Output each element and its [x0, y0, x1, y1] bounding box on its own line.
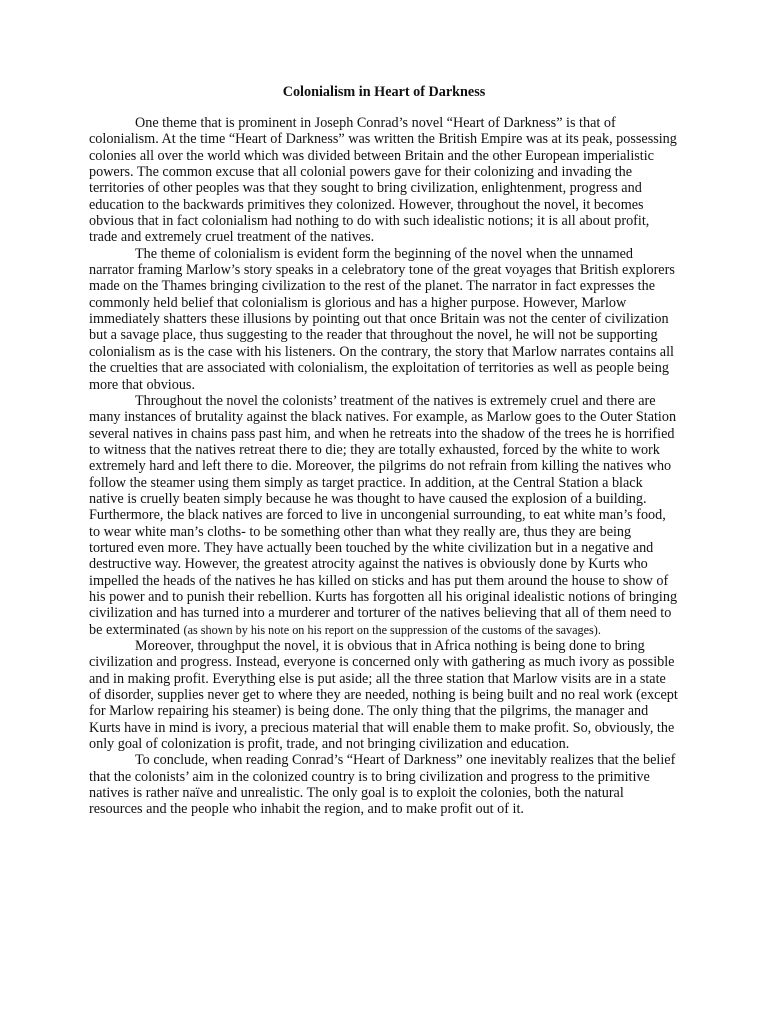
document-body — [89, 115, 679, 818]
parenthetical-note: (as shown by his note on his report on the suppression of the customs of the savages). — [183, 622, 601, 637]
document-title: Colonialism in Heart of Darkness — [282, 84, 486, 100]
paragraph-ivory: Moreover, throughput the novel, it is obvious that in Africa nothing is being done to bring civilization and progress. Instead, everyone is concerned only with gathering as much ivory as possible and in making profit. Everything else is put aside; all the three station that Marlow visits are in a state of disorder, supplies never get to where they are needed, nothing is being built and no real work (except for Marlow repairing his steamer) is being done. The only thing that the pilgrims, the manager and Kurts have in mind is ivory, a precious material that will enable them to make profit. So, obviously, the only goal of colonization is profit, trade, and not bringing civilization and education. — [89, 638, 678, 753]
paragraph-theme: The theme of colonialism is evident form the beginning of the novel when the unnamed narrator framing Marlow’s story speaks in a celebratory tone of the great voyages that British explorers made on the Thames bringing civilization to the rest of the planet. The narrator in fact expresses the commonly held belief that colonialism is glorious and has a higher purpose. However, Marlow immediately shatters these illusions by pointing out that once Britain was not the center of civilization but a savage place, thus suggesting to the reader that throughout the novel, he will not be supporting colonialism as is the case with his listeners. On the contrary, the story that Marlow narrates contains all the cruelties that are associated with colonialism, the exploitation of territories as well as people being more that obvious. — [89, 245, 675, 393]
paragraph-conclusion: To conclude, when reading Conrad’s “Heart of Darkness” one inevitably realizes that the belief that the colonists’ aim in the colonized country is to bring civilization and progress to the primitive natives is rather naïve and unrealistic. The only goal is to exploit the colonies, both the natural resources and the people who inhabit the region, and to make profit out of it. — [89, 752, 676, 818]
paragraph-brutality-text: Throughout the novel the colonists’ treatment of the natives is extremely cruel and there are many instances of brutality against the black natives. For example, as Marlow goes to the Outer Station several natives in chains pass past him, and when he retreats into the shadow of the trees he is horrified to witness that the natives retreat there to die; they are totally exhausted, forced by the white to work extremely hard and left there to die. Moreover, the pilgrims do not refrain from killing the natives who follow the steamer using them simply as target practice. In addition, at the Central Station a black native is cruelly beaten simply because he was thought to have caused the explosion of a building. Furthermore, the black natives are forced to live in uncongenial surrounding, to eat white man’s food, to wear white man’s cloths- to be something other than what they really are, thus they are being tortured even more. They have actually been touched by the white civilization but in a negative and destructive way. However, the greatest atrocity against the natives is obviously done by Kurts who impelled the heads of the natives he has killed on sticks and has put them around the house to show of his power and to punish their rebellion. Kurts has forgotten all his original idealistic notions of bringing civilization and has turned into a murderer and torturer of the natives believing that all of them need to be exterminated — [89, 392, 678, 638]
paragraph-brutality — [89, 393, 679, 638]
paragraph-intro: One theme that is prominent in Joseph Conrad’s novel “Heart of Darkness” is that of colonialism. At the time “Heart of Darkness” was written the British Empire was at its peak, possessing colonies all over the world which was divided between Britain and the other European imperialistic powers. The common excuse that all colonial powers gave for their colonizing and invading the territories of other peoples was that they sought to bring civilization, enlightenment, progress and education to the backwards primitives they colonized. However, throughout the novel, it becomes obvious that in fact colonialism had nothing to do with such idealistic notions; it is all about profit, trade and extremely cruel treatment of the natives. — [89, 115, 677, 246]
